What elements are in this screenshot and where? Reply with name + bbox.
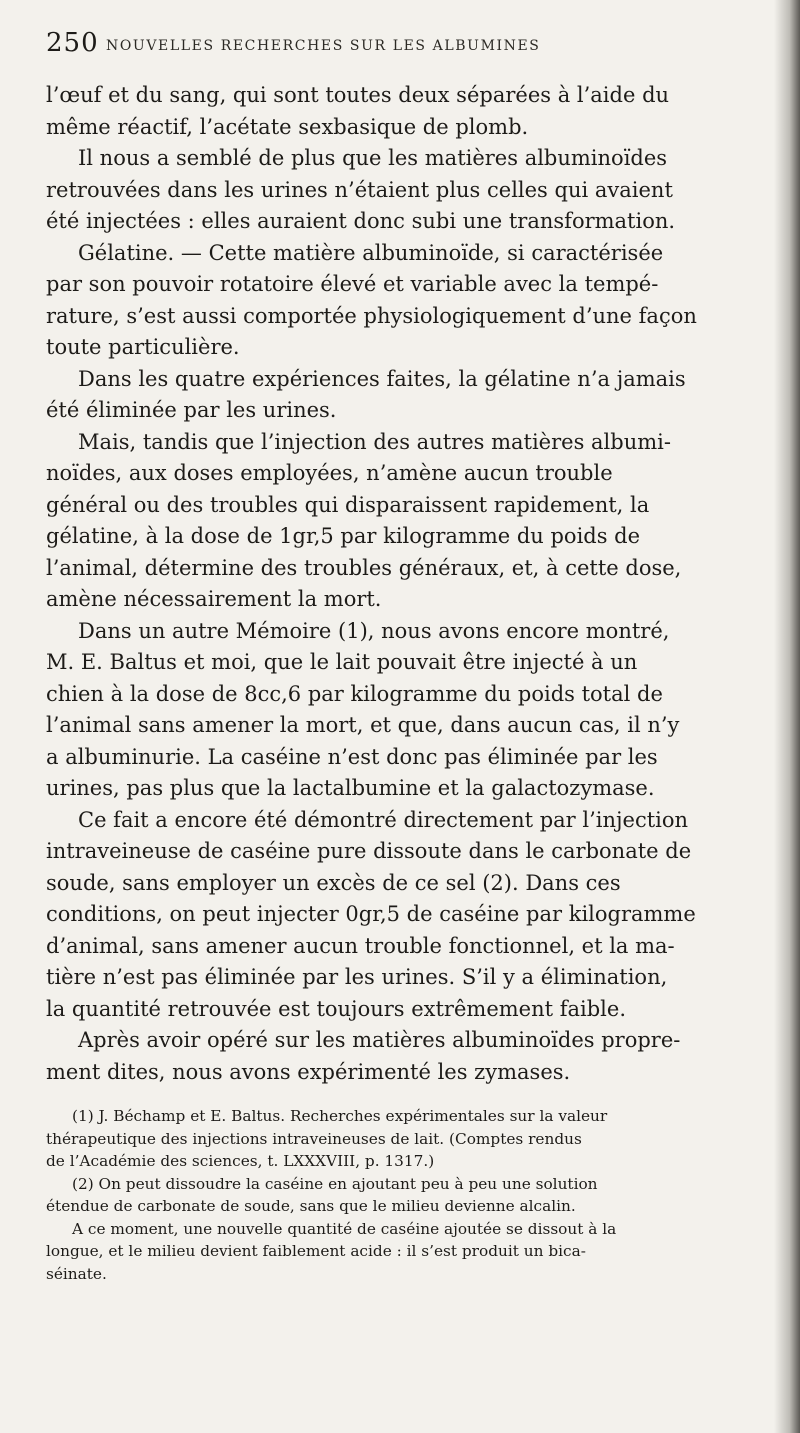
text-line: tière n’est pas éliminée par les urines. S’il y a élimination,	[46, 965, 668, 989]
text-line: rature, s’est aussi comportée physiologiquement d’une façon	[46, 303, 697, 328]
text-line: la quantité retrouvée est toujours extrêmement faible.	[46, 996, 626, 1021]
page-header	[46, 28, 746, 68]
text-line: Dans un autre Mémoire (1), nous avons encore montré,	[78, 618, 670, 643]
text-line: d’animal, sans amener aucun trouble fonctionnel, et la ma-	[46, 933, 675, 958]
text-line: été injectées : elles auraient donc subi une transformation.	[46, 209, 676, 233]
text-line: ment dites, nous avons expérimenté les zymases.	[46, 1059, 571, 1084]
text-line: Il nous a semblé de plus que les matières albuminoïdes	[78, 146, 668, 170]
running-title: NOUVELLES RECHERCHES SUR LES ALBUMINES	[106, 38, 541, 54]
text-line: l’animal, détermine des troubles généraux, et, à cette dose,	[46, 555, 682, 580]
text-line: a albuminurie. La caséine n’est donc pas éliminée par les	[46, 744, 658, 769]
text-line: même réactif, l’acétate sexbasique de plomb.	[46, 114, 529, 139]
text-line: Ce fait a encore été démontré directement par l’injection	[78, 807, 689, 832]
text-line: conditions, on peut injecter 0gr,5 de caséine par kilogramme	[46, 902, 696, 926]
text-line: intraveineuse de caséine pure dissoute dans le carbonate de	[46, 839, 692, 863]
text-line: général ou des troubles qui disparaissent rapidement, la	[46, 492, 650, 517]
footnote-line: longue, et le milieu devient faiblement acide : il s’est produit un bica-	[46, 1242, 586, 1260]
text-line: M. E. Baltus et moi, que le lait pouvait être injecté à un	[46, 650, 638, 674]
footnote-line: thérapeutique des injections intraveineuses de lait. (Comptes rendus	[46, 1129, 582, 1148]
footnote-line: de l’Académie des sciences, t. LXXXVIII, p. 1317.)	[46, 1152, 435, 1170]
text-line: par son pouvoir rotatoire élevé et variable avec la tempé-	[46, 272, 659, 296]
text-line: toute particulière.	[46, 335, 240, 359]
text-line: Gélatine. — Cette matière albuminoïde, si caractérisée	[78, 240, 664, 265]
footnotes	[46, 1105, 771, 1285]
text-line: l’animal sans amener la mort, et que, dans aucun cas, il n’y	[46, 713, 680, 737]
footnote-line: (1) J. Béchamp et E. Baltus. Recherches expérimentales sur la valeur	[72, 1107, 608, 1125]
page-edge-shadow	[774, 0, 800, 1433]
text-line: l’œuf et du sang, qui sont toutes deux séparées à l’aide du	[46, 83, 670, 107]
text-line: Après avoir opéré sur les matières albuminoïdes propre-	[78, 1028, 681, 1052]
text-line: Mais, tandis que l’injection des autres matières albumi-	[78, 429, 671, 454]
text-line: gélatine, à la dose de 1gr,5 par kilogramme du poids de	[46, 524, 641, 548]
text-line: retrouvées dans les urines n’étaient plus celles qui avaient	[46, 177, 673, 202]
body-text	[46, 80, 766, 1088]
text-line: urines, pas plus que la lactalbumine et la galactozymase.	[46, 776, 655, 800]
text-line: Dans les quatre expériences faites, la gélatine n’a jamais	[78, 366, 686, 391]
text-line: chien à la dose de 8cc,6 par kilogramme du poids total de	[46, 681, 663, 706]
text-line: été éliminée par les urines.	[46, 398, 337, 422]
page-number: 250	[46, 28, 99, 58]
text-line: soude, sans employer un excès de ce sel (2). Dans ces	[46, 870, 621, 895]
footnote-line: étendue de carbonate de soude, sans que le milieu devienne alcalin.	[46, 1197, 576, 1215]
text-line: noïdes, aux doses employées, n’amène aucun trouble	[46, 461, 613, 485]
footnote-line: A ce moment, une nouvelle quantité de caséine ajoutée se dissout à la	[72, 1219, 617, 1238]
footnote-line: séinate.	[46, 1264, 107, 1283]
text-line: amène nécessairement la mort.	[46, 587, 382, 611]
footnote-line: (2) On peut dissoudre la caséine en ajoutant peu à peu une solution	[72, 1174, 598, 1193]
